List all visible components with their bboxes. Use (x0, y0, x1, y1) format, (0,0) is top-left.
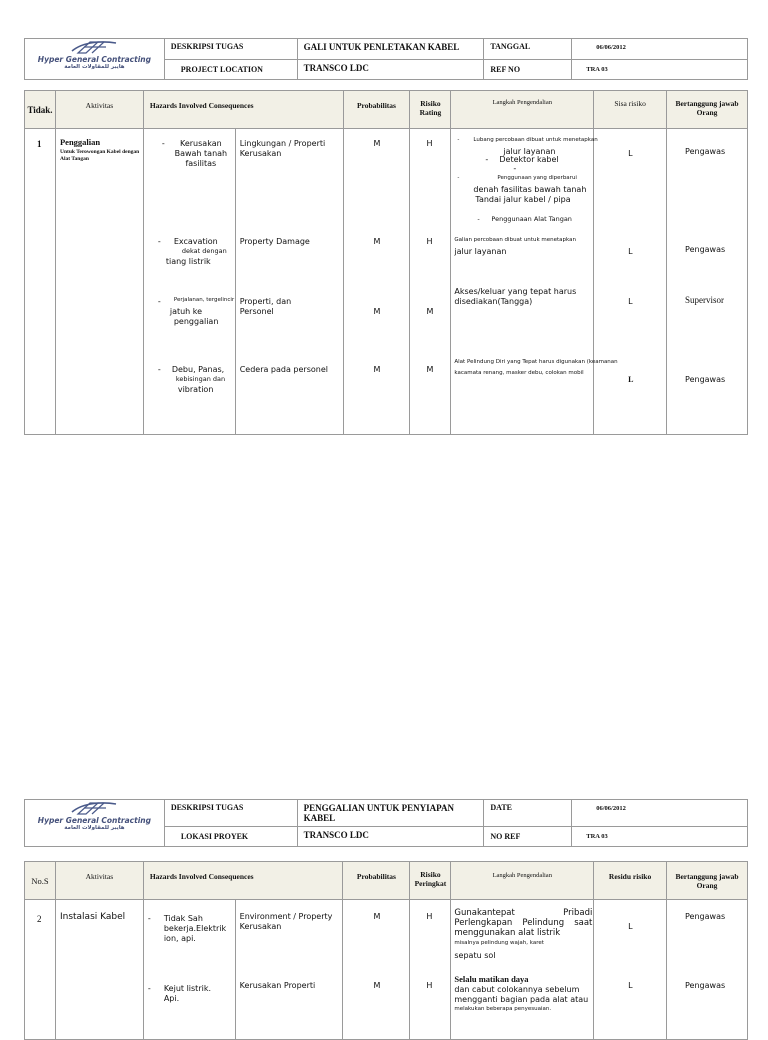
col-no-2: No.S (25, 862, 56, 900)
hazard-3b: jatuh ke (169, 307, 203, 316)
consequence-2-2: Kerusakan Properti (239, 981, 316, 990)
col-control: Langkah Pengendalian (451, 91, 594, 129)
ref-value: TRA 03 (572, 60, 748, 80)
control-4a: Alat Pelindung Diri yang Tepat harus digunakan (keamanan (454, 359, 618, 365)
company-logo-icon (64, 800, 124, 816)
ref-value-2: TRA 03 (572, 827, 748, 847)
consequence-2: Property Damage (239, 237, 310, 246)
col-rating-2: Risiko Peringkat (410, 862, 451, 900)
activity-cell-2 (55, 900, 143, 1040)
col-responsible: Bertanggung jawab Orang (667, 91, 748, 129)
ref-label: REF NO (484, 60, 572, 80)
company-logo-2 (25, 800, 165, 847)
col-residual-2: Residu risiko (594, 862, 667, 900)
task-value-2: PENGGALIAN UNTUK PENYIAPAN KABEL (297, 800, 484, 827)
hazard-1: Kerusakan Bawah tanah fasilitas (174, 139, 228, 168)
date-value-2: 06/06/2012 (572, 800, 748, 827)
col-control-2: Langkah Pengendalian (451, 862, 594, 900)
col-no: Tidak. (25, 91, 56, 129)
consequence-cell-2 (235, 900, 343, 1040)
consequence-2-1: Environment / Property Kerusakan (239, 912, 333, 931)
col-rating: Risiko Rating (410, 91, 451, 129)
control-2-2b: dan cabut colokannya sebelum mengganti bagian pada alat atau (454, 985, 589, 1004)
company-name: Hyper General Contracting (37, 55, 151, 64)
row-number: 1 (25, 129, 56, 435)
date-value: 06/06/2012 (572, 39, 748, 60)
company-arabic-name: هايبر للمقاولات العامة (64, 64, 125, 70)
control-1c: Detektor kabel (499, 155, 559, 164)
hazard-cell: - Kerusakan Bawah tanah fasilitas - Excavation dekat dengan tiang listrik - Perjalanan, tergelincir jatuh ke penggalian - Debu, Panas, kebisingan dan vibration (143, 129, 235, 435)
company-arabic-name: هايبر للمقاولات العامة (64, 825, 125, 831)
control-1b: jalur layanan (503, 147, 556, 156)
hazard-2-1: Tidak Sah bekerja.Elektrik ion, api. (163, 914, 227, 943)
control-4b: kacamata renang, masker debu, colokan mobil (454, 370, 584, 376)
rating-cell-2: H H (410, 900, 451, 1040)
control-1f: Tandai jalur kabel / pipa (475, 195, 571, 204)
hazard-cell-2: - Tidak Sah bekerja.Elektrik ion, api. - Kejut listrik. Api. (143, 900, 235, 1040)
hazard-2c: tiang listrik (165, 257, 211, 266)
task-value: GALI UNTUK PENLETAKAN KABEL (297, 39, 484, 60)
residual-cell: L L L L (594, 129, 667, 435)
company-name: Hyper General Contracting (37, 816, 151, 825)
row-number-2: 2 (25, 900, 56, 1040)
control-cell-2 (451, 900, 594, 1040)
col-hazards: Hazards Involved Consequences (143, 91, 343, 129)
hazard-2b: dekat dengan (181, 247, 227, 255)
col-probability: Probabilitas (343, 91, 410, 129)
residual-cell-2: L L (594, 900, 667, 1040)
control-cell: - Lubang percobaan dibuat untuk menetapkan jalur layanan - Detektor kabel - - Penggunaan yang diperbarui denah fasilitas bawah tanah Tandai jalur kabel / pipa - Penggunaan Alat Tangan Galian percobaan dibuat untuk menetapkan jalur layanan Akses/keluar yang tepat harus disediakan(Tangga) Alat Pelindung Diri yang Tepat harus digunakan (keamanan kacamata renang, masker debu, colokan mobil (451, 129, 594, 435)
hazard-4b: kebisingan dan (175, 375, 226, 383)
activity-subtitle: Untuk Terowongan Kabel dengan Alat Tangan (59, 149, 140, 162)
control-2-2c: melakukan beberapa penyesuaian. (454, 1006, 552, 1012)
control-1g: Penggunaan Alat Tangan (491, 215, 572, 223)
control-1e: denah fasilitas bawah tanah (473, 185, 587, 194)
responsible-cell-2: Pengawas Pengawas (667, 900, 748, 1040)
date-label-2: DATE (484, 800, 572, 827)
rating-cell: H H M M (410, 129, 451, 435)
control-2a: Galian percobaan dibuat untuk menetapkan (454, 237, 576, 243)
hazard-3a: Perjalanan, tergelincir (173, 297, 235, 303)
task-label: DESKRIPSI TUGAS (164, 39, 297, 60)
col-activity-2: Aktivitas (55, 862, 143, 900)
activity-title-2: Instalasi Kabel (59, 912, 126, 922)
location-value-2: TRANSCO LDC (297, 827, 484, 847)
header-table-2 (24, 799, 748, 847)
location-label-2: LOKASI PROYEK (164, 827, 297, 847)
control-2b: jalur layanan (454, 247, 507, 256)
col-hazards-2: Hazards Involved Consequences (143, 862, 343, 900)
control-2-1b: misalnya pelindung wajah, karet (454, 940, 544, 946)
hazard-4a: Debu, Panas, (171, 365, 225, 374)
consequence-1: Lingkungan / Properti Kerusakan (239, 139, 326, 158)
hazard-3c: penggalian (173, 317, 219, 326)
probability-cell: M M M M (343, 129, 410, 435)
control-3: Akses/keluar yang tepat harus disediakan(Tangga) (454, 287, 577, 306)
control-1d: Penggunaan yang diperbarui (497, 175, 577, 181)
risk-table-2 (24, 861, 748, 1040)
col-residual: Sisa risiko (594, 91, 667, 129)
consequence-3: Properti, dan Personel (239, 297, 292, 316)
location-label: PROJECT LOCATION (164, 60, 297, 80)
probability-cell-2: M M (343, 900, 410, 1040)
date-label: TANGGAL (484, 39, 572, 60)
col-activity: Aktivitas (55, 91, 143, 129)
control-2-2a: Selalu matikan daya (454, 974, 529, 984)
control-2-1c: sepatu sol (454, 951, 496, 960)
hazard-2-2: Kejut listrik. Api. (163, 984, 212, 1003)
hazard-4c: vibration (177, 385, 214, 394)
consequence-4: Cedera pada personel (239, 365, 328, 374)
responsible-cell: Pengawas Pengawas Supervisor Pengawas (667, 129, 748, 435)
control-1a: Lubang percobaan dibuat untuk menetapkan (473, 137, 598, 143)
location-value: TRANSCO LDC (297, 60, 484, 80)
ref-label-2: NO REF (484, 827, 572, 847)
col-probability-2: Probabilitas (343, 862, 410, 900)
hazard-2a: Excavation (173, 237, 218, 246)
col-responsible-2: Bertanggung jawab Orang (667, 862, 748, 900)
control-2-1a: Gunakantepat Pribadi Perlengkapan Pelindung saat menggunakan alat listrik (454, 908, 593, 938)
activity-title: Penggalian (59, 137, 101, 147)
task-label-2: DESKRIPSI TUGAS (164, 800, 297, 827)
